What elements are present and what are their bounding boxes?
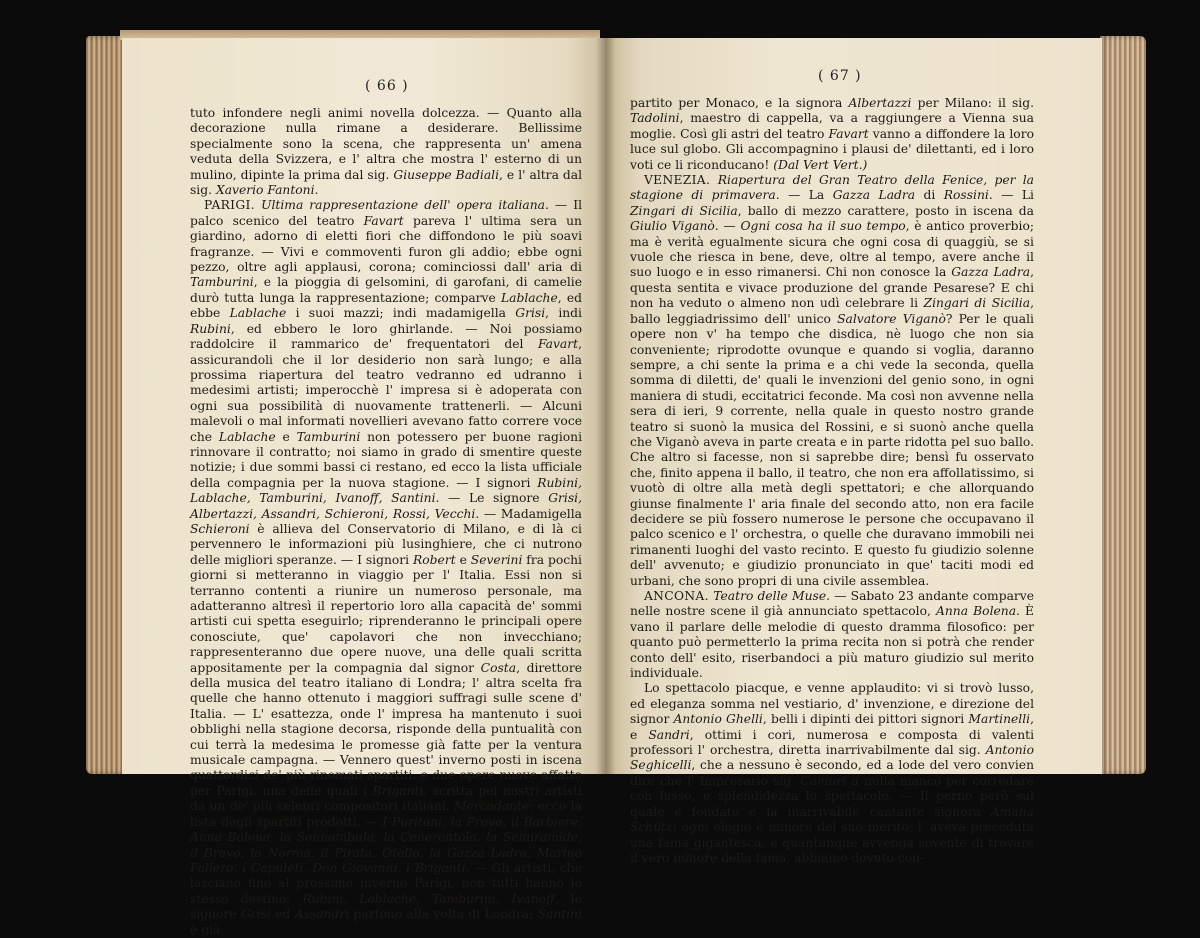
italic-text: Teatro delle Muse. xyxy=(713,589,831,603)
body-text: pareva l' ultima sera un giardino, adorno di eletti fiori che diffondono le più soavi fragranze. — Vivi e commoventi furon gli addio; ebbe ogni pezzo, oltre agli applausi, corona; cominciossi dall' aria di xyxy=(190,213,582,275)
body-text: , ballo leggiadrissimo dell' unico xyxy=(630,296,1034,326)
body-text: , belli i dipinti dei pittori signori xyxy=(762,712,969,727)
body-text: vanno a diffondere la loro luce sul globo. Gli accompagnino i plausi de' dilettanti, ed i loro voti ce li riconducano! xyxy=(630,126,1034,172)
italic-text: Zingari di Sicilia xyxy=(923,296,1031,311)
italic-text: Tamburini xyxy=(296,429,361,444)
body-text: , è antico proverbio; ma è verità egualmente sicura che ogni cosa di quaggiù, se si vuole che riesca in bene, deve, oltre al tempo, avere anche il suo luogo e in esso rimanersi. Chi non conosce la xyxy=(630,219,1035,280)
italic-text: Grisi xyxy=(515,306,546,321)
body-text: e xyxy=(275,429,297,444)
body-text: , maestro di cappella, va a raggiungere a Vienna sua moglie. Così gli astri del teatro xyxy=(630,111,1034,141)
section-heading: VENEZIA. xyxy=(644,173,718,188)
body-text: per Milano: il sig. xyxy=(911,96,1034,110)
italic-text: I Puritani, la Prova, il Barbiere, Anna Bolena, la Sonnambula, la Cenerentola, la Semiramide, il Bravo, la Norma, il Pirata, Otello, la Gazza Ladra, Marino Faliero, i Capuleti, Don Giovanni, i Briganti xyxy=(190,814,582,875)
body-text: — Sabato 23 andante comparve nelle nostre scene il già annunciato spettacolo, xyxy=(630,589,1035,619)
body-text: partito per Monaco, e la signora xyxy=(630,96,849,110)
italic-text: Zingari di Sicilia xyxy=(630,203,738,218)
body-text: . — Le signore xyxy=(435,491,549,506)
italic-text: Mercadante xyxy=(454,799,530,814)
italic-text: Anna Bolena xyxy=(936,604,1017,619)
body-text: , e l' altra dal sig. xyxy=(190,167,583,198)
italic-text: Lablache xyxy=(229,306,287,321)
italic-text: Robert xyxy=(413,552,456,567)
italic-text: Assandri xyxy=(294,907,350,922)
italic-text: Tamburini xyxy=(190,275,254,290)
body-text: ; ogni elogio è minore del suo merito; l' aveva preceduta una fama gigantesca, e quantunque avvenga sovente di trovare il vero minore della fama, abbiamo dovuto con- xyxy=(630,820,1034,865)
body-text: , ottimi i cori, numerosa e composta di valenti professori l' orchestra, diretta inarrivabilmente dal sig. xyxy=(630,727,1035,758)
paragraph xyxy=(190,106,582,198)
paragraph xyxy=(630,96,1034,173)
italic-text: Briganti xyxy=(372,783,424,798)
italic-text: Grisi, Albertazzi, Assandri, Schieroni, Rossi, Vecchi xyxy=(190,491,582,521)
italic-text: Favart xyxy=(537,337,579,352)
body-text: , ed ebbe xyxy=(190,290,582,321)
italic-text: Antonio Ghelli xyxy=(673,712,763,727)
body-text: — Il palco scenico del teatro xyxy=(190,198,583,228)
italic-text: Favart xyxy=(363,213,404,228)
body-text: Lo spettacolo piacque, e venne applaudito: vi si trovò lusso, ed eleganza somma nel vestiario, d' invenzione, e direzione del signor xyxy=(630,681,1034,727)
body-text: , ballo di mezzo carattere, posto in iscena da xyxy=(737,203,1034,218)
italic-text: Riapertura del Gran Teatro della Fenice, per la stagione di primavera. xyxy=(630,173,1034,203)
body-text: di xyxy=(915,188,944,203)
body-text: , e la pioggia di gelsomini, di garofani, di camelie durò tutta lunga la rappresentazione; comparve xyxy=(190,275,582,305)
italic-text: Tadolini xyxy=(630,111,680,126)
body-text: , assicurandoli che il lor desiderio non sarà lungo; e alla prossima riapertura del teatro vedranno ed udranno i medesimi artisti; imperocchè l' impresa si è adoperata con ogni sua possibilità di nuovamente trattenerli. — Alcuni malevoli o mal informati novellieri avevano fatto correre voce che xyxy=(190,337,582,444)
body-text: , ed ebbero le loro ghirlande. — Noi possiamo raddolcire il rammarico de' frequentatori del xyxy=(190,321,582,352)
italic-text: Ultima rappresentazione dell' opera italiana. xyxy=(261,198,549,213)
italic-text: Albertazzi xyxy=(848,96,912,110)
body-text: : ecco la lista degli spartiti prodotti. — xyxy=(190,799,582,829)
left-page-text xyxy=(190,106,582,938)
body-text: partono alla volta di Londra; xyxy=(349,907,538,922)
body-text: . È vano il parlare delle melodie di questo dramma filosofico: per quanto può permetterlo la prima recita non si potrà che render conto dell' esito, riserbandoci a più maturo giudizio sul merito individuale. xyxy=(630,604,1034,681)
italic-text: Santini xyxy=(537,907,582,922)
body-text: , le signore xyxy=(190,891,583,922)
italic-text: Salvatore Viganò xyxy=(837,311,946,326)
body-text: . — xyxy=(714,219,741,234)
paragraph xyxy=(630,589,1034,681)
paragraph xyxy=(630,681,1034,866)
italic-text: Gazza Ladra xyxy=(951,265,1031,280)
italic-text: Ogni cosa ha il suo tempo xyxy=(740,219,906,234)
body-text: . — Gli artisti, che lasciano fino al prossimo inverno Parigi, non tutti hanno lo stesso destino: xyxy=(190,860,583,906)
italic-text: Rubini, Lablache, Tamburini, Ivanoff, Santini xyxy=(190,475,582,506)
italic-text: Grisi xyxy=(240,907,271,922)
italic-text: Antonio Seghicelli xyxy=(630,743,1034,773)
body-text: — La xyxy=(779,188,833,203)
paragraph xyxy=(190,198,582,938)
italic-text: Amalia Schütz xyxy=(630,804,1034,835)
italic-text: Sandri xyxy=(648,727,690,742)
italic-text: Rossini xyxy=(943,188,989,203)
italic-text: Camuri xyxy=(800,773,847,788)
italic-text: Severini xyxy=(470,552,523,567)
italic-text: Favart xyxy=(828,126,869,141)
italic-text: Schieroni xyxy=(190,521,250,536)
body-text: è allieva del Conservatorio di Milano, e di là ci pervennero le informazioni più lusinghiere, che ci nutrono delle migliori speranze. — I signori xyxy=(190,521,582,567)
italic-text: Costa xyxy=(480,660,517,675)
body-text: . — Madamigella xyxy=(475,506,582,521)
italic-text: Giuseppe Badiali xyxy=(393,167,500,182)
body-text: , che a nessuno è secondo, ed a lode del vero convien dire che l' Impresario sig. xyxy=(630,758,1034,788)
body-text: ed xyxy=(270,907,295,922)
body-text: , scritta pei nostri artisti da un de' più celebri compositori italiani, xyxy=(190,783,582,814)
section-heading: PARIGI. xyxy=(204,198,262,213)
book-gutter xyxy=(596,38,616,774)
page-number-right: ( 67 ) xyxy=(818,68,862,84)
italic-text: Xaverio Fantoni xyxy=(215,183,315,198)
body-text: a nulla mancò per corredare con lusso, e splendidezza lo spettacolo. — Il perno però sul quale è fondato è la inarrivabile cantante signora xyxy=(630,773,1035,819)
italic-text: Lablache xyxy=(218,429,276,444)
body-text: , e xyxy=(630,712,1034,742)
body-text: i suoi mazzi; indi madamigella xyxy=(286,306,516,321)
body-text: , direttore della musica del teatro italiano di Londra; l' altra scelta fra quelle che hanno ottenuto i maggiori suffragi sulle scene d' Italia. — L' esattezza, onde l' impresa ha mantenuto i suoi obblighi nella stagione decorsa, risponde della puntualità con cui terrà la medesima le promesse già fatte per la ventura musicale campagna. — Vennero quest' inverno posti in iscena quattordici de' più rinomati spartiti, e due opere nuove affatto per Parigi, una delle quali i xyxy=(190,660,582,798)
body-text: non potessero per buone ragioni rinnovare il contratto; noi siamo in grado di smentire queste notizie; i due sommi bassi ci restano, ed ecco la lista ufficiale della compagnia per la nuova stagione. — I signori xyxy=(190,429,583,490)
italic-text: Lablache xyxy=(501,290,558,305)
body-text: ? Per le quali opere non v' ha tempo che disdica, nè luogo che non sia conveniente; riprodotte ovunque e quando si voglia, daranno sempre, a chi sente la prima e a chi vede la seconda, quella somma di diletti, de' quali le invenzioni del genio sono, in ogni maniera di studi, eccitatrici feconde. Ma così non avvenne nella sera di ieri, 9 corrente, nella quale in questo nostro grande teatro si suonò la musica del Rossini, e si suonò anche quella che Viganò aveva in parte creata e in parte ridotta pel suo ballo. Che altro si facesse, non si saprebbe dire; bensì fu osservato che, finito appena il ballo, il teatro, che non era affollatissimo, si vuotò di oltre alla metà degli spettatori; e che allorquando giunse finalmente l' aria finale del secondo atto, non era facile decidere se più fossero numerose le persone che occupavano il palco scenico e l' orchestra, o quelle che duravano immobili nei rimanenti luoghi del vasto recinto. E questo fu giudizio solenne dell' avvenuto; e giudizio pronunciato in que' taciti modi ed urbani, che sono propri di una civile assemblea. xyxy=(630,311,1034,588)
section-heading: ANCONA. xyxy=(644,589,714,603)
body-text: , questa sentita e vivace produzione del grande Pesarese? E chi non ha veduto o almeno non udì celebrare li xyxy=(630,265,1034,311)
page-number-left: ( 66 ) xyxy=(365,78,409,94)
paragraph xyxy=(630,173,1034,589)
italic-text: Rubini xyxy=(190,321,231,336)
italic-text: Gazza Ladra xyxy=(832,188,916,203)
italic-text: Giulio Viganò xyxy=(630,219,715,234)
body-text: . — Li xyxy=(988,188,1034,203)
body-text: . xyxy=(314,183,319,198)
body-text: tuto infondere negli animi novella dolcezza. — Quanto alla decorazione nulla rimane a desiderare. Bellissime specialmente sono la scena, che rappresenta un' amena veduta della Svizzera, e l' altra che mostra l' esterno di un mulino, dipinte la prima dal sig. xyxy=(190,106,582,182)
right-page-text xyxy=(630,96,1034,866)
italic-text: (Dal Vert Vert.) xyxy=(773,157,868,172)
body-text: , indi xyxy=(545,306,582,321)
italic-text: Martinelli xyxy=(968,712,1031,727)
page-edges-right xyxy=(1100,36,1146,774)
body-text: e xyxy=(455,552,471,567)
body-text: è già xyxy=(190,922,221,937)
body-text: fra pochi giorni si metteranno in viaggio per l' Italia. Essi non si terranno contenti a riunire un numeroso personale, ma adatteranno altresì il repertorio loro alla capacità de' sommi artisti cui spetta eseguirlo; riprenderanno le principali opere conosciute, que' capolavori che non invecchiano; rappresenteranno due opere nuove, una delle quali scritta appositamente per la compagnia dal signor xyxy=(190,552,582,675)
italic-text: Rubini, Lablache, Tamburini, Ivanoff xyxy=(302,891,555,906)
